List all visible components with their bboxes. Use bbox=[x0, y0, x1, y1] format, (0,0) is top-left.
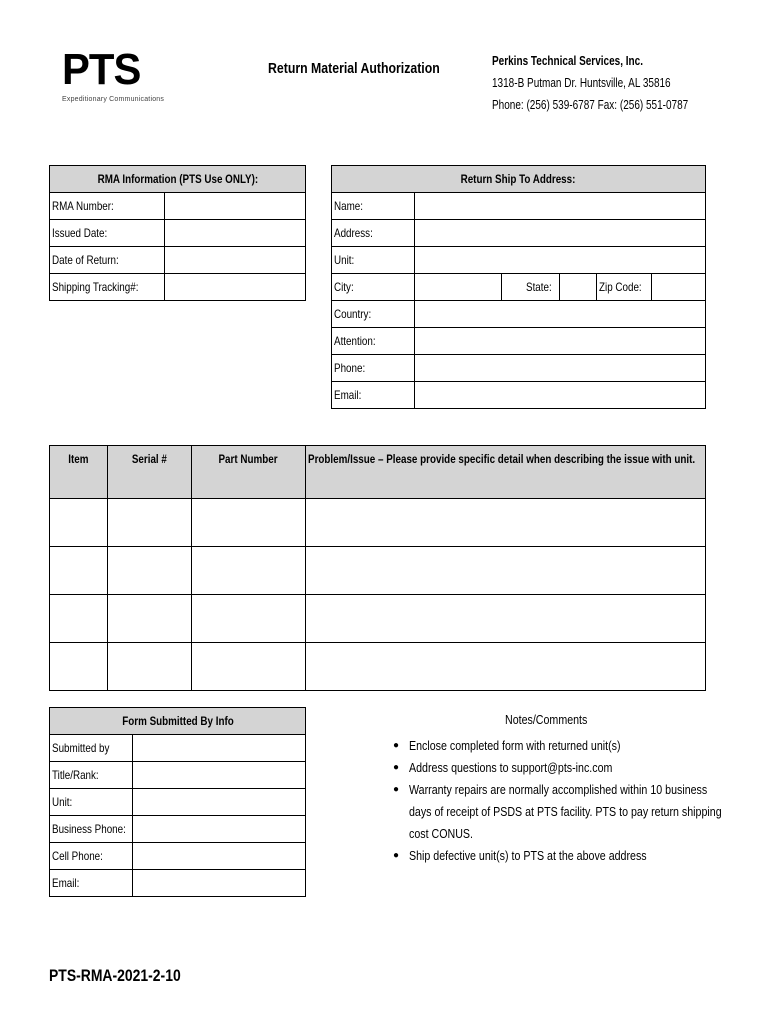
shipping-tracking-label: Shipping Tracking#: bbox=[50, 274, 165, 301]
title-rank-field[interactable] bbox=[133, 762, 306, 789]
serial-cell[interactable] bbox=[108, 595, 192, 643]
problem-column-header: Problem/Issue – Please provide specific detail when describing the issue with unit. bbox=[306, 446, 706, 499]
ship-phone-label: Phone: bbox=[332, 355, 415, 382]
part-number-cell[interactable] bbox=[192, 595, 306, 643]
item-cell[interactable] bbox=[50, 547, 108, 595]
ship-address-field[interactable] bbox=[415, 220, 706, 247]
title-rank-label: Title/Rank: bbox=[50, 762, 133, 789]
issued-date-label: Issued Date: bbox=[50, 220, 165, 247]
notes-list bbox=[393, 735, 722, 867]
ship-address-table bbox=[331, 165, 706, 409]
table-row bbox=[50, 547, 706, 595]
issued-date-field[interactable] bbox=[165, 220, 306, 247]
list-item: ● Address questions to support@pts-inc.com bbox=[393, 757, 703, 779]
serial-cell[interactable] bbox=[108, 643, 192, 691]
submitted-by-field[interactable] bbox=[133, 735, 306, 762]
serial-cell[interactable] bbox=[108, 499, 192, 547]
logo-tagline: Expeditionary Communications bbox=[62, 96, 165, 103]
ship-unit-field[interactable] bbox=[415, 247, 706, 274]
ship-email-field[interactable] bbox=[415, 382, 706, 409]
table-row bbox=[50, 595, 706, 643]
company-info bbox=[492, 50, 688, 116]
notes-title: Notes/Comments bbox=[505, 712, 588, 727]
date-of-return-label: Date of Return: bbox=[50, 247, 165, 274]
business-phone-label: Business Phone: bbox=[50, 816, 133, 843]
logo-text: PTS bbox=[62, 45, 141, 94]
submitter-email-label: Email: bbox=[50, 870, 133, 897]
rma-info-header: RMA Information (PTS Use ONLY): bbox=[50, 166, 306, 193]
problem-cell[interactable] bbox=[306, 595, 706, 643]
ship-zip-field[interactable] bbox=[652, 274, 706, 301]
submitter-email-field[interactable] bbox=[133, 870, 306, 897]
submitted-by-label: Submitted by bbox=[50, 735, 133, 762]
problem-cell[interactable] bbox=[306, 499, 706, 547]
ship-city-field[interactable] bbox=[415, 274, 502, 301]
part-number-cell[interactable] bbox=[192, 643, 306, 691]
items-table bbox=[49, 445, 706, 691]
submitted-by-table bbox=[49, 707, 306, 897]
date-of-return-field[interactable] bbox=[165, 247, 306, 274]
part-number-cell[interactable] bbox=[192, 547, 306, 595]
submitter-unit-label: Unit: bbox=[50, 789, 133, 816]
part-number-cell[interactable] bbox=[192, 499, 306, 547]
list-item: ● Warranty repairs are normally accomplished within 10 business bbox=[393, 779, 703, 801]
list-item-continuation: days of receipt of PSDS at PTS facility. PTS to pay return shipping bbox=[409, 804, 722, 819]
ship-unit-label: Unit: bbox=[332, 247, 415, 274]
ship-address-header: Return Ship To Address: bbox=[332, 166, 706, 193]
form-code-footer: PTS-RMA-2021-2-10 bbox=[49, 966, 181, 985]
bullet-icon: ● bbox=[393, 740, 400, 751]
item-column-header: Item bbox=[50, 446, 108, 499]
problem-cell[interactable] bbox=[306, 547, 706, 595]
table-row bbox=[50, 499, 706, 547]
document-title: Return Material Authorization bbox=[268, 60, 440, 77]
rma-number-field[interactable] bbox=[165, 193, 306, 220]
bullet-icon: ● bbox=[393, 850, 400, 861]
part-number-column-header: Part Number bbox=[192, 446, 306, 499]
company-contact: Phone: (256) 539-6787 Fax: (256) 551-0787 bbox=[492, 98, 689, 112]
ship-state-field[interactable] bbox=[560, 274, 597, 301]
company-name: Perkins Technical Services, Inc. bbox=[492, 54, 644, 68]
list-item-continuation: cost CONUS. bbox=[409, 826, 473, 841]
serial-column-header: Serial # bbox=[108, 446, 192, 499]
ship-address-label: Address: bbox=[332, 220, 415, 247]
item-cell[interactable] bbox=[50, 499, 108, 547]
list-item: ● Enclose completed form with returned unit(s) bbox=[393, 735, 703, 757]
ship-email-label: Email: bbox=[332, 382, 415, 409]
rma-info-table bbox=[49, 165, 306, 301]
company-logo bbox=[62, 45, 165, 118]
cell-phone-label: Cell Phone: bbox=[50, 843, 133, 870]
shipping-tracking-field[interactable] bbox=[165, 274, 306, 301]
ship-phone-field[interactable] bbox=[415, 355, 706, 382]
serial-cell[interactable] bbox=[108, 547, 192, 595]
item-cell[interactable] bbox=[50, 643, 108, 691]
ship-country-label: Country: bbox=[332, 301, 415, 328]
ship-zip-label: Zip Code: bbox=[597, 274, 652, 301]
bullet-icon: ● bbox=[393, 784, 400, 795]
problem-cell[interactable] bbox=[306, 643, 706, 691]
rma-number-label: RMA Number: bbox=[50, 193, 165, 220]
item-cell[interactable] bbox=[50, 595, 108, 643]
ship-attention-field[interactable] bbox=[415, 328, 706, 355]
bullet-icon: ● bbox=[393, 762, 400, 773]
list-item: ● Ship defective unit(s) to PTS at the above address bbox=[393, 845, 703, 867]
table-row bbox=[50, 643, 706, 691]
ship-name-label: Name: bbox=[332, 193, 415, 220]
submitter-unit-field[interactable] bbox=[133, 789, 306, 816]
ship-city-label: City: bbox=[332, 274, 415, 301]
ship-name-field[interactable] bbox=[415, 193, 706, 220]
company-address: 1318-B Putman Dr. Huntsville, AL 35816 bbox=[492, 76, 671, 90]
submitted-by-header: Form Submitted By Info bbox=[50, 708, 306, 735]
ship-state-label: State: bbox=[502, 274, 560, 301]
business-phone-field[interactable] bbox=[133, 816, 306, 843]
ship-attention-label: Attention: bbox=[332, 328, 415, 355]
cell-phone-field[interactable] bbox=[133, 843, 306, 870]
ship-country-field[interactable] bbox=[415, 301, 706, 328]
